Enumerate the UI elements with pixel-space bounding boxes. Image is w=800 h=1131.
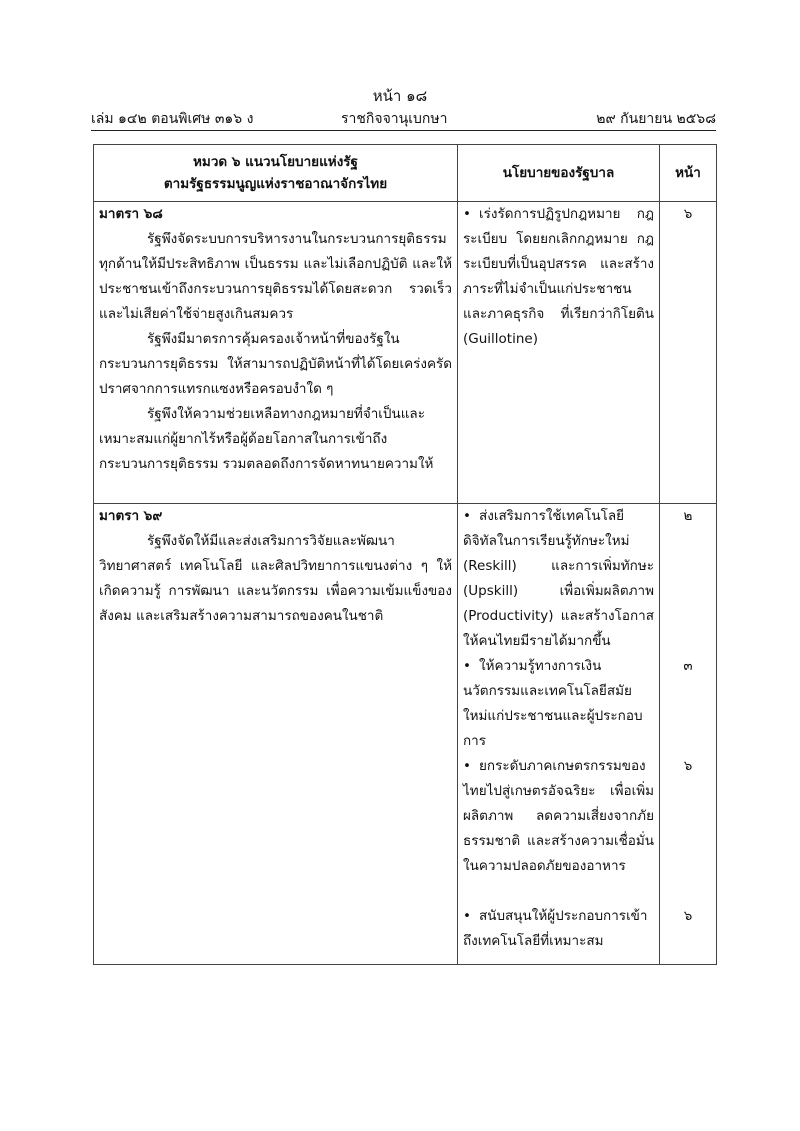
bullet-icon: • [463,908,471,924]
volume-info: เล่ม ๑๔๒ ตอนพิเศษ ๓๑๖ ง [91,111,254,127]
policy-cell [458,504,660,965]
header-divider [91,130,716,131]
publication-name: ราชกิจจานุเบกษา [341,111,448,127]
policy-item [463,754,654,904]
publication-date: ๒๙ กันยายน ๒๕๖๘ [596,111,716,127]
section-heading: มาตรา ๖๘ [99,206,163,222]
table-row [94,504,717,965]
page-ref: ๒ [683,508,693,524]
bullet-icon: • [463,658,471,674]
page-ref: ๖ [683,206,693,222]
section-paragraph: รัฐพึงจัดให้มีและส่งเสริมการวิจัยและพัฒนาวิทยาศาสตร์ เทคโนโลยี และศิลปวิทยาการแขนงต่าง ๆ ให้เกิดความรู้ การพัฒนา และนวัตกรรม เพื่อความเข้มแข็งของสังคม และเสริมสร้างความสามารถของคนในชาติ [99,533,452,624]
policy-text: สนับสนุนให้ผู้ประกอบการเข้าถึงเทคโนโลยีที่เหมาะสม [463,908,648,949]
policy-item [463,904,654,954]
page-number: หน้า ๑๘ [372,87,428,105]
page-ref: ๖ [683,758,693,774]
policy-table [93,144,717,965]
section-paragraph: รัฐพึงจัดระบบการบริหารงานในกระบวนการยุติธรรมทุกด้านให้มีประสิทธิภาพ เป็นธรรม และไม่เลือกปฏิบัติ และให้ประชาชนเข้าถึงกระบวนการยุติธรรมได้โดยสะดวก รวดเร็ว และไม่เสียค่าใช้จ่ายสูงเกินสมควร [99,231,452,322]
col-constitution-header [94,145,458,202]
bullet-icon: • [463,206,471,222]
policy-text: ยกระดับภาคเกษตรกรรมของไทยไปสู่เกษตรอัจฉริยะ เพื่อเพิ่มผลิตภาพ ลดความเสี่ยงจากภัยธรรมชาติ และสร้างความเชื่อมั่นในความปลอดภัยของอาหาร [463,758,654,874]
policy-item [463,504,654,654]
policy-item [463,654,654,754]
policy-text: เร่งรัดการปฏิรูปกฎหมาย กฎระเบียบ โดยยกเลิกกฎหมาย กฎระเบียบที่เป็นอุปสรรค และสร้างภาระที่ไม่จำเป็นแก่ประชาชนและภาคธุรกิจ ที่เรียกว่ากิโยติน (Guillotine) [463,206,654,347]
section-paragraph: รัฐพึงมีมาตรการคุ้มครองเจ้าหน้าที่ของรัฐในกระบวนการยุติธรรม ให้สามารถปฏิบัติหน้าที่ได้โดยเคร่งครัด ปราศจากการแทรกแซงหรือครอบงำใด ๆ [99,331,452,397]
bullet-icon: • [463,508,471,524]
section-heading: มาตรา ๖๙ [99,508,163,524]
table-header-row [94,145,717,202]
table-row [94,202,717,504]
gazette-header [91,108,716,128]
col-policy-header: นโยบายของรัฐบาล [458,145,660,202]
bullet-icon: • [463,758,471,774]
page-ref: ๖ [683,908,693,924]
page-ref: ๓ [683,658,693,674]
policy-item [463,202,654,352]
col-page-header: หน้า [660,145,717,202]
policy-cell [458,202,660,504]
constitution-cell [94,504,458,965]
page-cell [660,202,717,504]
col1-header-line2: ตามรัฐธรรมนูญแห่งราชอาณาจักรไทย [163,176,388,192]
constitution-cell [94,202,458,504]
section-paragraph: รัฐพึงให้ความช่วยเหลือทางกฎหมายที่จำเป็นและเหมาะสมแก่ผู้ยากไร้หรือผู้ด้อยโอกาสในการเข้าถึงกระบวนการยุติธรรม รวมตลอดถึงการจัดหาทนายความให้ [99,406,434,472]
policy-text: ส่งเสริมการใช้เทคโนโลยีดิจิทัลในการเรียนรู้ทักษะใหม่ (Reskill) และการเพิ่มทักษะ (Upskill) เพื่อเพิ่มผลิตภาพ (Productivity) และสร้างโอกาสให้คนไทยมีรายได้มากขึ้น [463,508,654,649]
col1-header-line1: หมวด ๖ แนวนโยบายแห่งรัฐ [193,154,358,170]
page-cell [660,504,717,965]
policy-text: ให้ความรู้ทางการเงิน นวัตกรรมและเทคโนโลยีสมัยใหม่แก่ประชาชนและผู้ประกอบการ [463,658,643,749]
